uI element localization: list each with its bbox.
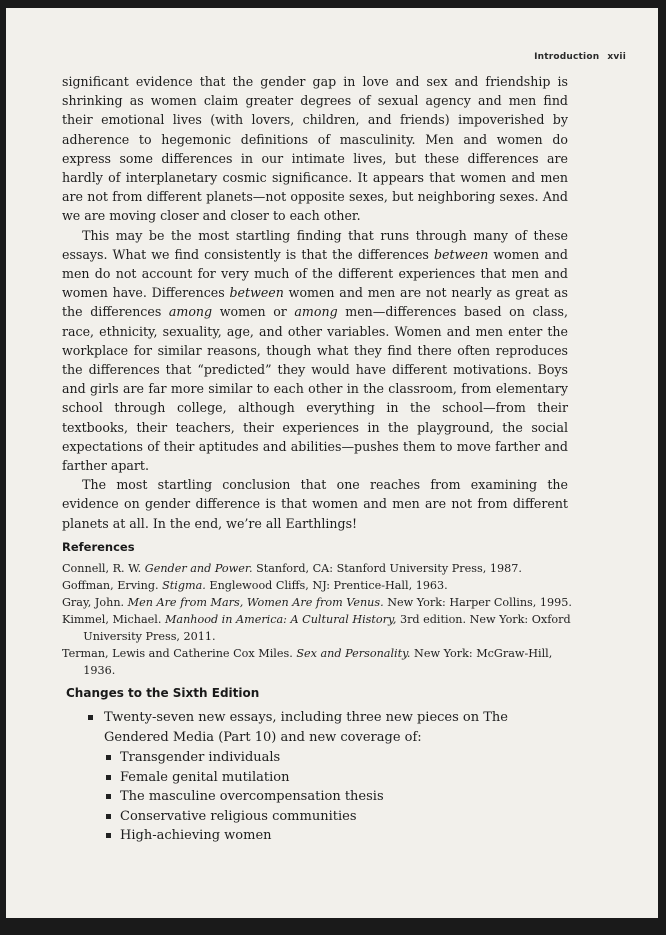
reference-publisher: New York: McGraw-Hill, 1936.	[83, 647, 553, 677]
bullet-icon	[106, 755, 111, 760]
reference-title: Men Are from Mars, Women Are from Venus.	[127, 596, 384, 609]
bullet-icon	[88, 715, 93, 720]
reference-publisher: New York: Harper Collins, 1995.	[383, 596, 572, 609]
references-heading: References	[62, 540, 135, 554]
reference-item	[62, 594, 572, 611]
reference-item	[62, 611, 572, 645]
reference-author: Goffman, Erving.	[62, 579, 163, 592]
reference-title: Manhood in America: A Cultural History,	[164, 613, 397, 626]
list-item	[104, 787, 572, 807]
reference-author: Terman, Lewis and Catherine Cox Miles.	[62, 647, 297, 660]
changes-sub-item: High-achieving women	[120, 828, 272, 843]
changes-heading: Changes to the Sixth Edition	[66, 686, 260, 700]
reference-title: Sex and Personality.	[296, 647, 411, 660]
reference-publisher: 3rd edition. New York: Oxford University Press, 2011.	[83, 613, 571, 643]
reference-publisher: Englewood Cliffs, NJ: Prentice-Hall, 1963.	[205, 579, 448, 592]
reference-item	[62, 645, 572, 679]
reference-publisher: Stanford, CA: Stanford University Press, 1987.	[252, 562, 522, 575]
emphasis: between	[229, 285, 284, 301]
bullet-icon	[106, 833, 111, 838]
changes-section	[66, 686, 572, 846]
bullet-icon	[106, 814, 111, 819]
page-number: xvii	[607, 52, 626, 62]
header-section-title: Introduction	[534, 52, 600, 62]
bullet-icon	[106, 794, 111, 799]
list-item	[104, 807, 572, 827]
bullet-icon	[106, 775, 111, 780]
running-header	[6, 52, 626, 62]
emphasis: among	[294, 304, 338, 320]
reference-item	[62, 560, 572, 577]
references-list	[62, 560, 572, 679]
reference-title: Gender and Power.	[144, 562, 253, 575]
reference-author: Kimmel, Michael.	[62, 613, 165, 626]
reference-title: Stigma.	[162, 579, 206, 592]
changes-sub-item: Female genital mutilation	[120, 769, 290, 785]
changes-main-item: Twenty-seven new essays, including three new pieces on The Gendered Media (Part 10) and new coverage of:	[104, 710, 508, 745]
emphasis: among	[168, 304, 213, 320]
list-item	[104, 768, 572, 788]
paragraph: The most startling conclusion that one reaches from examining the evidence on gender difference is that women and men are not from different planets at all. In the end, we’re all Earthlings!	[62, 477, 568, 531]
changes-sub-item: Conservative religious communities	[120, 808, 357, 824]
book-page	[6, 8, 658, 918]
list-item	[104, 826, 572, 846]
list-item	[104, 748, 572, 768]
changes-sub-item: Transgender individuals	[120, 750, 281, 765]
changes-sub-list	[104, 748, 572, 846]
reference-item	[62, 577, 572, 594]
changes-list	[66, 708, 572, 846]
changes-sub-item: The masculine overcompensation thesis	[120, 789, 384, 804]
paragraph: This may be the most startling finding that runs through many of these essays. What we find consistently is that the differences between women and men do not account for very much of the different experiences that men and women have. Differences between women and men are not nearly as great as the differences among women or among men—differences based on class, race, ethnicity, sexuality, age, and other variables. Women and men enter the workplace for similar reasons, though what they find there often reproduces the differences that “predicted” they would have different motivations. Boys and girls are far more similar to each other in the classroom, from elementary school through college, although everything in the school—from their textbooks, their teachers, their experiences in the playground, the social expectations of their aptitudes and abilities—pushes them to move farther and farther apart.	[62, 227, 568, 474]
references-section	[62, 540, 572, 679]
emphasis: between	[433, 246, 489, 262]
body-text	[62, 72, 568, 533]
reference-author: Gray, John.	[62, 596, 128, 609]
list-item	[66, 708, 572, 846]
paragraph: significant evidence that the gender gap in love and sex and friendship is shrinking as women claim greater degrees of sexual agency and men find their emotional lives (with lovers, children, and friends) impoverished by adherence to hegemonic definitions of masculinity. Men and women do express some differences in our intimate lives, but these differences are hardly of interplanetary cosmic significance. It appears that women and men are not from different planets—not opposite sexes, but neighboring sexes. And we are moving closer and closer to each other.	[62, 74, 568, 224]
reference-author: Connell, R. W.	[62, 562, 145, 575]
